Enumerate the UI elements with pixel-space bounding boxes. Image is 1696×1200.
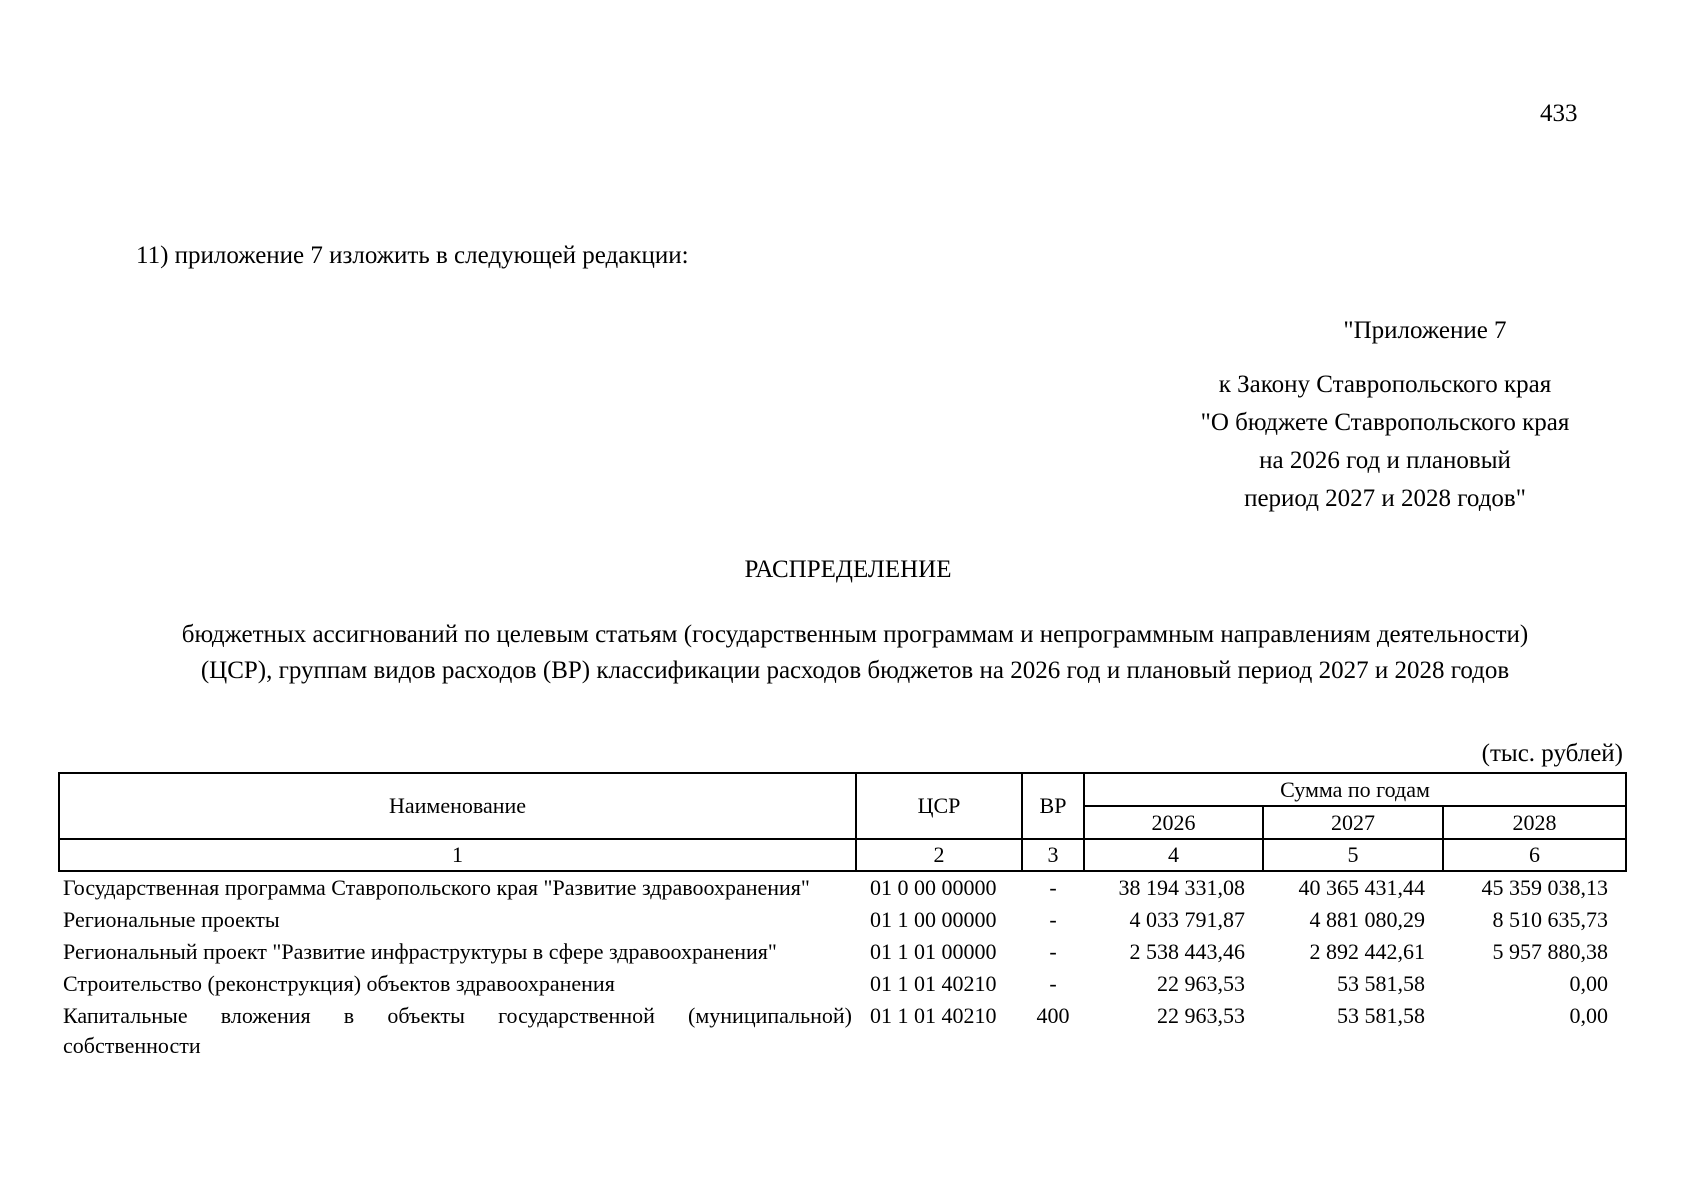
row-name: Государственная программа Ставропольского края "Развитие здравоохранения" [63,875,810,900]
appendix-line: на 2026 год и плановый [1259,447,1511,474]
header-name: Наименование [59,773,856,839]
row-amount-2026: 2 538 443,46 [1129,939,1245,964]
row-amount-2028: 5 957 880,38 [1492,939,1609,964]
page-number: 433 [1540,100,1578,127]
appendix-block [1150,312,1620,518]
column-number: 6 [1443,839,1626,871]
row-amount-2027: 53 581,58 [1337,1003,1425,1028]
row-amount-2028: 8 510 635,73 [1492,907,1609,932]
row-csr: 01 1 01 40210 [870,971,997,996]
header-csr: ЦСР [856,773,1022,839]
table-header [59,773,1626,871]
row-name: Строительство (реконструкция) объектов здравоохранения [63,971,615,996]
row-amount-2026: 38 194 331,08 [1118,875,1245,900]
row-amount-2028: 0,00 [1569,971,1609,996]
budget-table [58,772,1627,1062]
column-number: 4 [1084,839,1263,871]
appendix-line: к Закону Ставропольского края [1218,371,1552,398]
row-vr: - [1049,939,1057,964]
table-row [59,936,1626,968]
row-amount-2026: 22 963,53 [1157,1003,1245,1028]
row-amount-2028: 0,00 [1569,1003,1609,1028]
row-csr: 01 0 00 00000 [870,875,997,900]
table-row [59,871,1626,904]
row-csr: 01 1 00 00000 [870,907,997,932]
row-vr: - [1049,971,1057,996]
row-amount-2028: 45 359 038,13 [1481,875,1609,900]
header-year-2026: 2026 [1084,806,1263,839]
row-amount-2026: 22 963,53 [1157,971,1245,996]
header-sum-by-years: Сумма по годам [1084,773,1626,806]
row-vr: - [1049,875,1057,900]
document-heading: РАСПРЕДЕЛЕНИЕ [744,556,952,583]
table-row [59,1000,1626,1062]
row-vr: 400 [1036,1003,1070,1028]
row-amount-2026: 4 033 791,87 [1129,907,1245,932]
header-year-2028: 2028 [1443,806,1626,839]
subtitle-line-1: бюджетных ассигнований по целевым статьям (государственным программам и непрограммным направлениям деятельности) [181,621,1529,648]
row-amount-2027: 2 892 442,61 [1309,939,1425,964]
document-subtitle [70,617,1640,689]
header-vr: ВР [1022,773,1084,839]
column-number: 3 [1022,839,1084,871]
row-name: Капитальные вложения в объекты государственной (муниципальной) собственности [63,1003,852,1058]
row-name: Региональные проекты [63,907,280,932]
column-number: 2 [856,839,1022,871]
row-vr: - [1049,907,1057,932]
intro-text: 11) приложение 7 изложить в следующей редакции: [136,242,689,269]
subtitle-line-2: (ЦСР), группам видов расходов (ВР) классификации расходов бюджетов на 2026 год и плановый период 2027 и 2028 годов [200,657,1510,684]
column-number: 5 [1263,839,1443,871]
row-csr: 01 1 01 40210 [870,1003,997,1028]
row-amount-2027: 53 581,58 [1337,971,1425,996]
table-body [59,871,1626,1062]
row-csr: 01 1 01 00000 [870,939,997,964]
column-number: 1 [59,839,856,871]
appendix-line: "О бюджете Ставропольского края [1200,409,1570,436]
appendix-line: период 2027 и 2028 годов" [1244,485,1526,512]
units-label: (тыс. рублей) [1481,740,1623,767]
row-amount-2027: 4 881 080,29 [1309,907,1425,932]
row-amount-2027: 40 365 431,44 [1298,875,1425,900]
table-row [59,904,1626,936]
appendix-title: "Приложение 7 [1343,317,1507,344]
table-row [59,968,1626,1000]
row-name: Региональный проект "Развитие инфраструктуры в сфере здравоохранения" [63,939,777,964]
header-year-2027: 2027 [1263,806,1443,839]
